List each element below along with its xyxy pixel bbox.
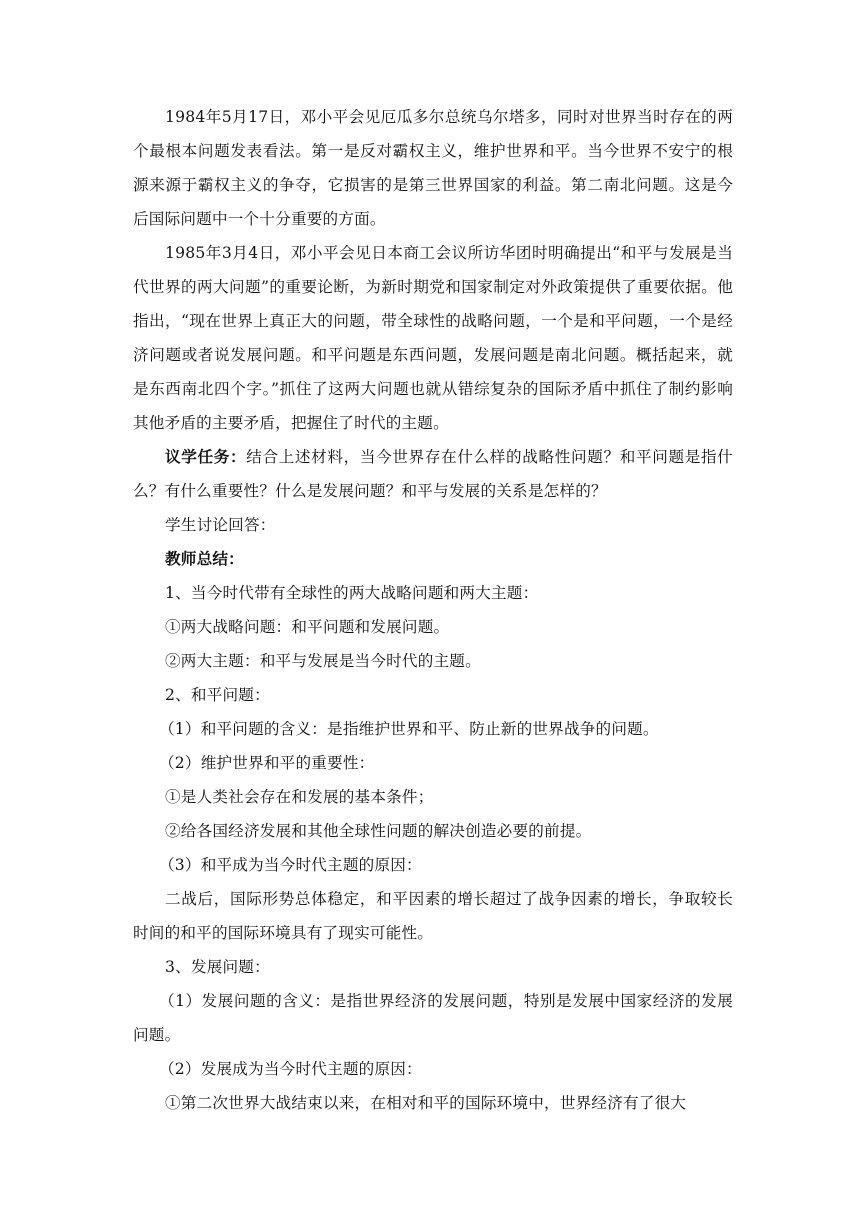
sub-heading-peace-importance: [133, 746, 733, 780]
paragraph-text: ①是人类社会存在和发展的基本条件；: [165, 788, 434, 806]
paragraph-discussion-task: [133, 440, 733, 508]
paragraph-text: （1）和平问题的含义：是指维护世界和平、防止新的世界战争的问题。: [159, 720, 659, 738]
paragraph-text: ②给各国经济发展和其他全球性问题的解决创造必要的前提。: [165, 822, 592, 840]
sub-heading-peace-reason: [133, 848, 733, 882]
paragraph-text: 1、当今时代带有全球性的两大战略问题和两大主题：: [165, 584, 539, 602]
heading-point-3: [133, 950, 733, 984]
paragraph-1985-meeting: [133, 236, 733, 440]
list-item-postwar-economy: [133, 1086, 733, 1120]
summary-label: 教师总结：: [165, 549, 244, 568]
paragraph-text: （1）发展问题的含义：是指世界经济的发展问题，特别是发展中国家经济的发展问题。: [133, 992, 733, 1044]
paragraph-text: 1985年3月4日，邓小平会见日本商工会议所访华团时明确提出“和平与发展是当代世界的两大问题”的重要论断，为新时期党和国家制定对外政策提供了重要依据。他指出，“现在世界上真正大的问题，带全球性的战略问题，一个是和平问题，一个是经济问题或者说发展问题。和平问题是东西问题，发展问题是南北问题。概括起来，就是东西南北四个字。”抓住了这两大问题也就从错综复杂的国际矛盾中抓住了制约影响其他矛盾的主要矛盾，把握住了时代的主题。: [133, 244, 733, 432]
paragraph-text: （2）发展成为当今时代主题的原因：: [159, 1060, 422, 1078]
sub-heading-development-meaning: [133, 984, 733, 1052]
paragraph-text: 学生讨论回答：: [165, 516, 276, 534]
list-item-basic-condition: [133, 780, 733, 814]
paragraph-student-answer: [133, 508, 733, 542]
paragraph-text: ①两大战略问题：和平问题和发展问题。: [165, 618, 450, 636]
list-item-two-themes: [133, 644, 733, 678]
paragraph-text: 二战后，国际形势总体稳定，和平因素的增长超过了战争因素的增长，争取较长时间的和平的国际环境具有了现实可能性。: [133, 890, 733, 942]
paragraph-text: 3、发展问题：: [165, 958, 270, 976]
paragraph-teacher-summary: [133, 542, 733, 576]
paragraph-text: 结合上述材料，当今世界存在什么样的战略性问题？和平问题是指什么？有什么重要性？什么是发展问题？和平与发展的关系是怎样的？: [133, 448, 733, 500]
paragraph-text: ①第二次世界大战结束以来，在相对和平的国际环境中，世界经济有了很大: [165, 1094, 687, 1112]
task-label: 议学任务：: [165, 447, 247, 466]
sub-heading-peace-meaning: [133, 712, 733, 746]
heading-point-2: [133, 678, 733, 712]
list-item-strategic-issues: [133, 610, 733, 644]
paragraph-1984-meeting: [133, 100, 733, 236]
paragraph-text: （3）和平成为当今时代主题的原因：: [159, 856, 422, 874]
document-body: [133, 100, 733, 1120]
paragraph-text: 1984年5月17日，邓小平会见厄瓜多尔总统乌尔塔多，同时对世界当时存在的两个最根本问题发表看法。第一是反对霸权主义，维护世界和平。当今世界不安宁的根源来源于霸权主义的争夺，它损害的是第三世界国家的利益。第二南北问题。这是今后国际问题中一个十分重要的方面。: [133, 108, 733, 228]
heading-point-1: [133, 576, 733, 610]
paragraph-text: 2、和平问题：: [165, 686, 270, 704]
paragraph-text: ②两大主题：和平与发展是当今时代的主题。: [165, 652, 481, 670]
sub-heading-development-reason: [133, 1052, 733, 1086]
paragraph-postwar-situation: [133, 882, 733, 950]
list-item-necessary-premise: [133, 814, 733, 848]
paragraph-text: （2）维护世界和平的重要性：: [159, 754, 375, 772]
